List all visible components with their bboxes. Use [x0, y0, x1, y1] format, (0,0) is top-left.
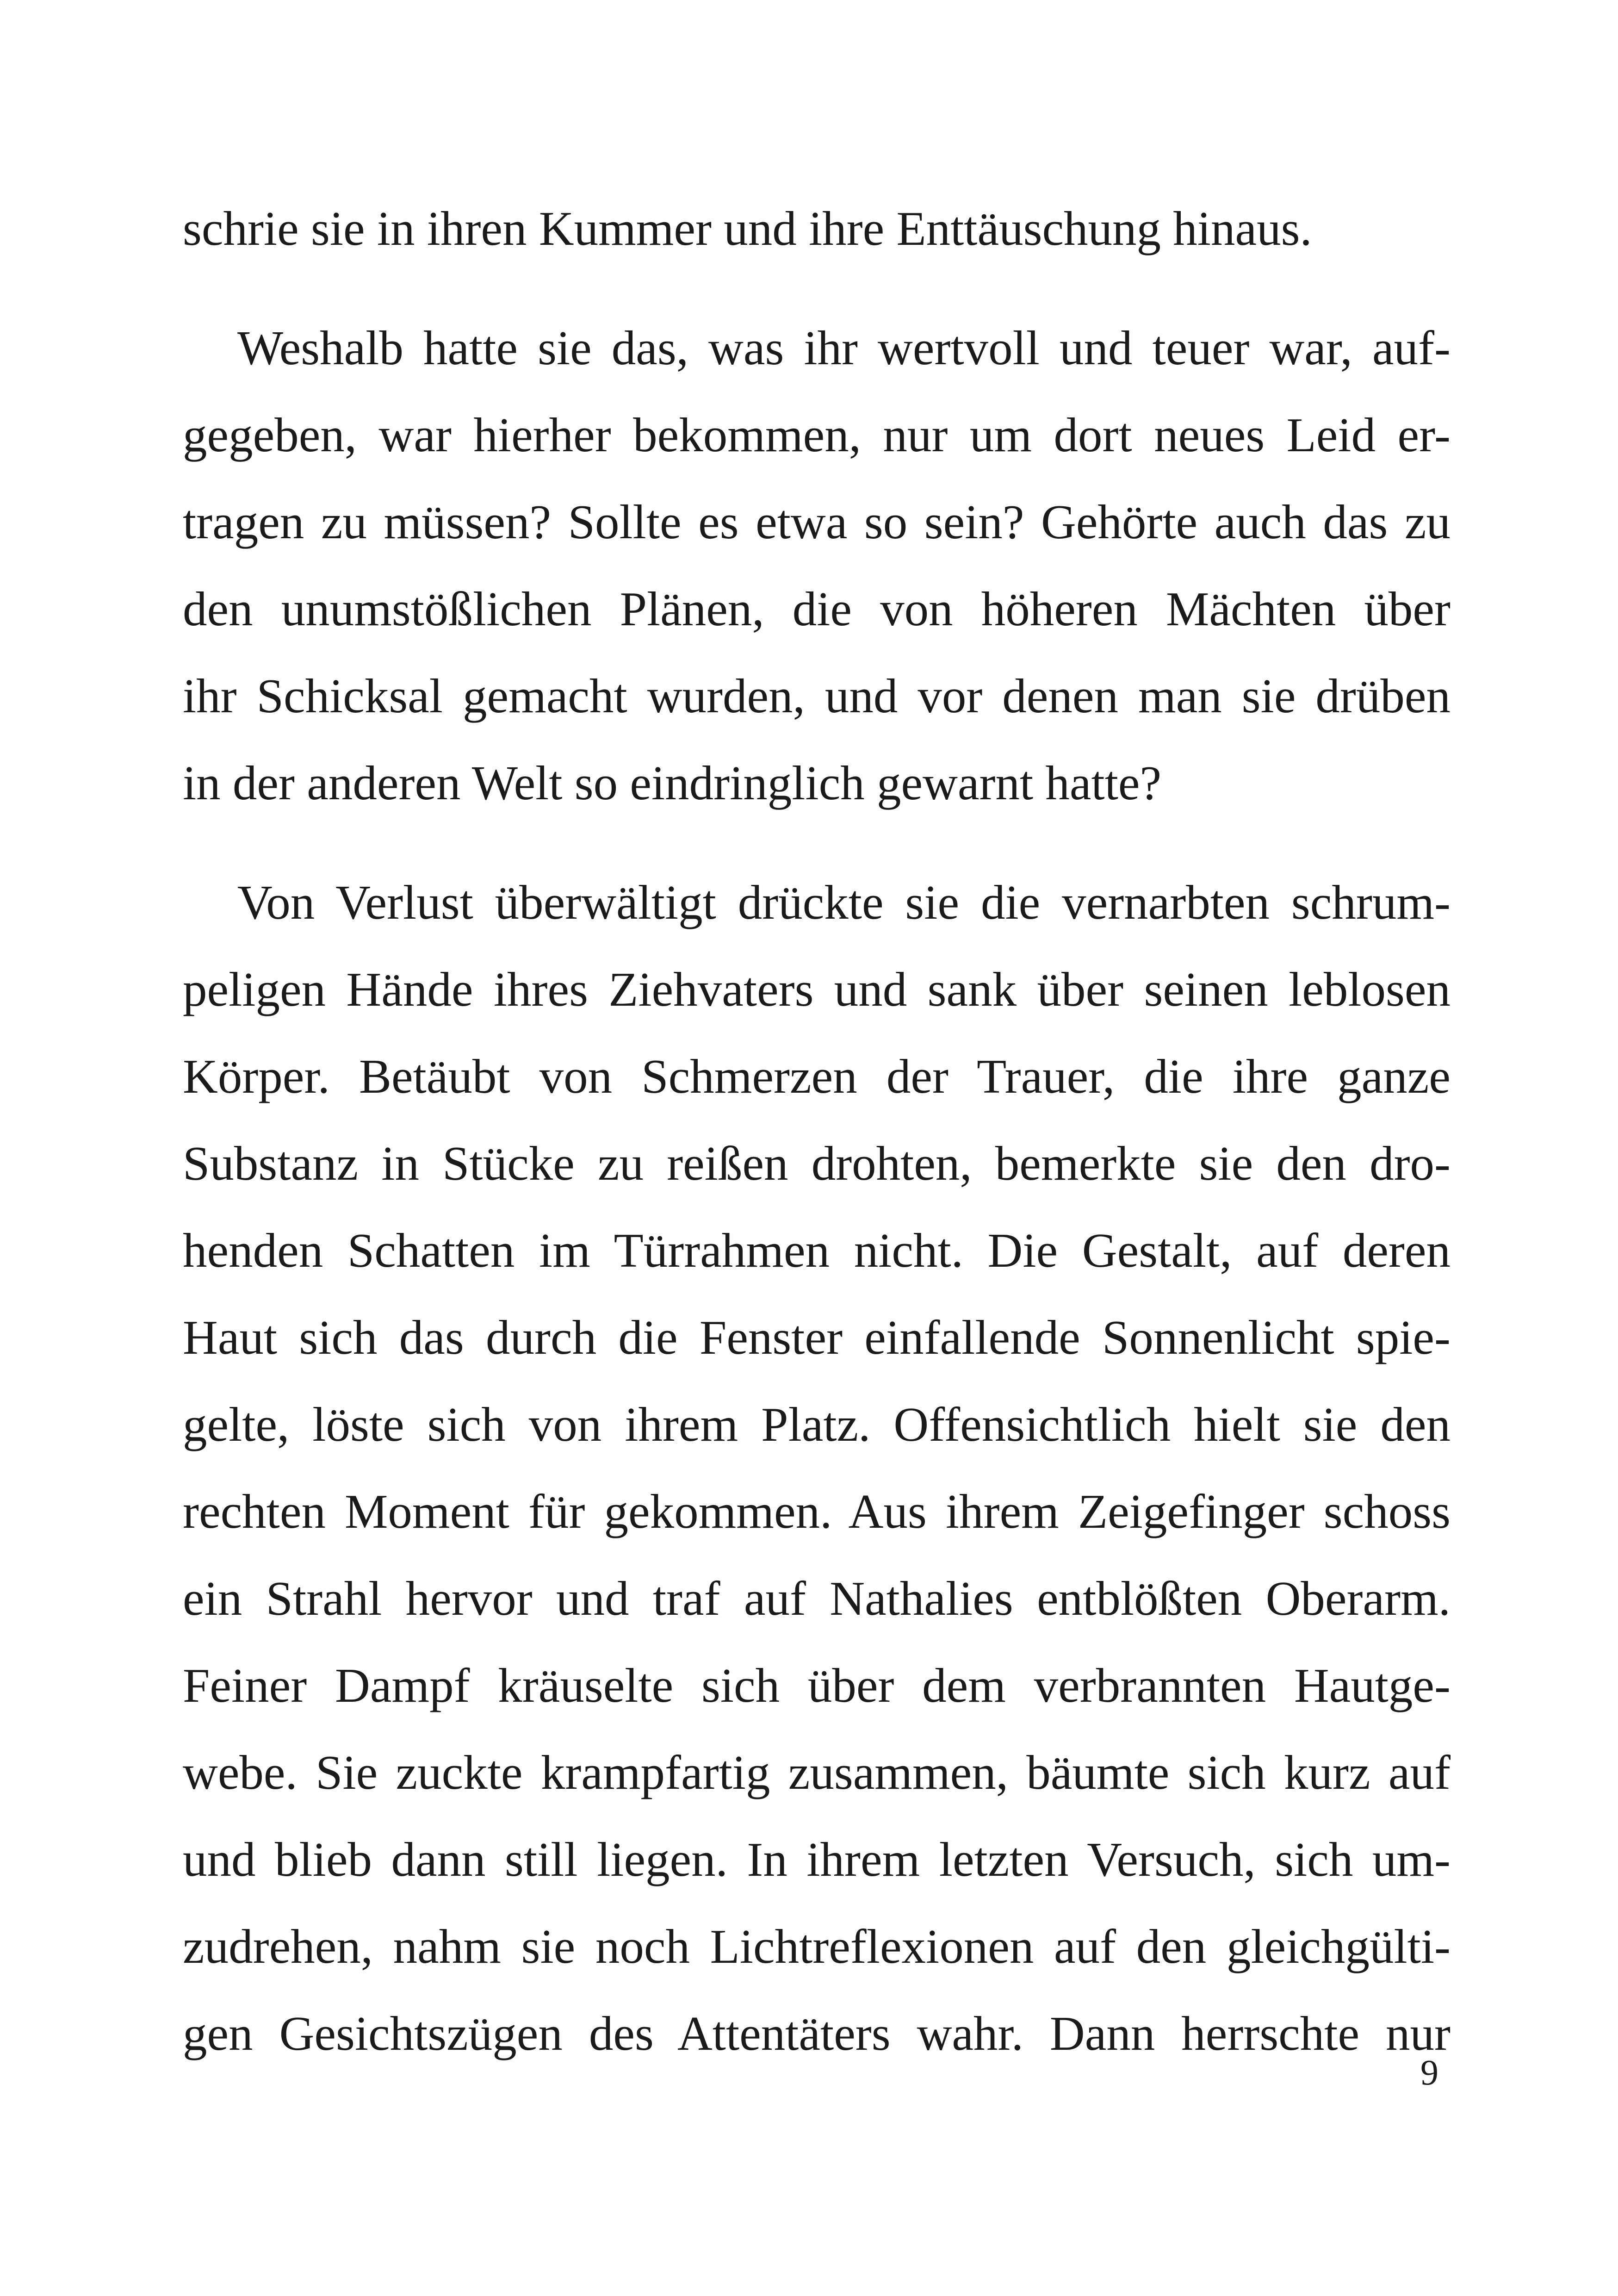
text-line: Körper. Betäubt von Schmerzen der Trauer, die ihre ganze	[183, 1049, 1451, 1103]
text-line: tragen zu müssen? Sollte es etwa so sein? Gehörte auch das zu	[183, 495, 1451, 549]
body-text	[183, 185, 1451, 2109]
text-line: ein Strahl hervor und traf auf Nathalies entblößten Oberarm.	[183, 1571, 1451, 1625]
text-line: zudrehen, nahm sie noch Lichtreflexionen auf den gleichgülti-	[183, 1919, 1451, 1973]
text-line: Von Verlust überwältigt drückte sie die vernarbten schrum-	[237, 875, 1451, 929]
text-line: gen Gesichtszügen des Attentäters wahr. Dann herrschte nur	[183, 2006, 1451, 2060]
paragraph-1	[183, 185, 1451, 272]
text-line: Haut sich das durch die Fenster einfallende Sonnenlicht spie-	[183, 1310, 1451, 1364]
text-line: rechten Moment für gekommen. Aus ihrem Zeigefinger schoss	[183, 1484, 1451, 1538]
text-line: henden Schatten im Türrahmen nicht. Die Gestalt, auf deren	[183, 1223, 1451, 1277]
paragraph-3	[183, 859, 1451, 2077]
text-line: gegeben, war hierher bekommen, nur um dort neues Leid er-	[183, 408, 1451, 462]
text-line: den unumstößlichen Plänen, die von höheren Mächten über	[183, 582, 1451, 636]
text-line: gelte, löste sich von ihrem Platz. Offensichtlich hielt sie den	[183, 1397, 1451, 1451]
text-line: Weshalb hatte sie das, was ihr wertvoll und teuer war, auf-	[237, 321, 1451, 375]
page-number: 9	[1420, 2052, 1438, 2092]
text-line: schrie sie in ihren Kummer und ihre Enttäuschung hinaus.	[183, 201, 1312, 255]
text-line: Substanz in Stücke zu reißen drohten, bemerkte sie den dro-	[183, 1136, 1451, 1190]
paragraph-2	[183, 305, 1451, 827]
text-line: peligen Hände ihres Ziehvaters und sank über seinen leblosen	[183, 962, 1451, 1016]
text-line: Feiner Dampf kräuselte sich über dem verbrannten Hautge-	[183, 1658, 1451, 1712]
text-line: in der anderen Welt so eindringlich gewarnt hatte?	[183, 756, 1162, 810]
text-line: webe. Sie zuckte krampfartig zusammen, bäumte sich kurz auf	[183, 1745, 1451, 1799]
text-line: und blieb dann still liegen. In ihrem letzten Versuch, sich um-	[183, 1832, 1451, 1886]
text-line: ihr Schicksal gemacht wurden, und vor denen man sie drüben	[183, 669, 1451, 723]
